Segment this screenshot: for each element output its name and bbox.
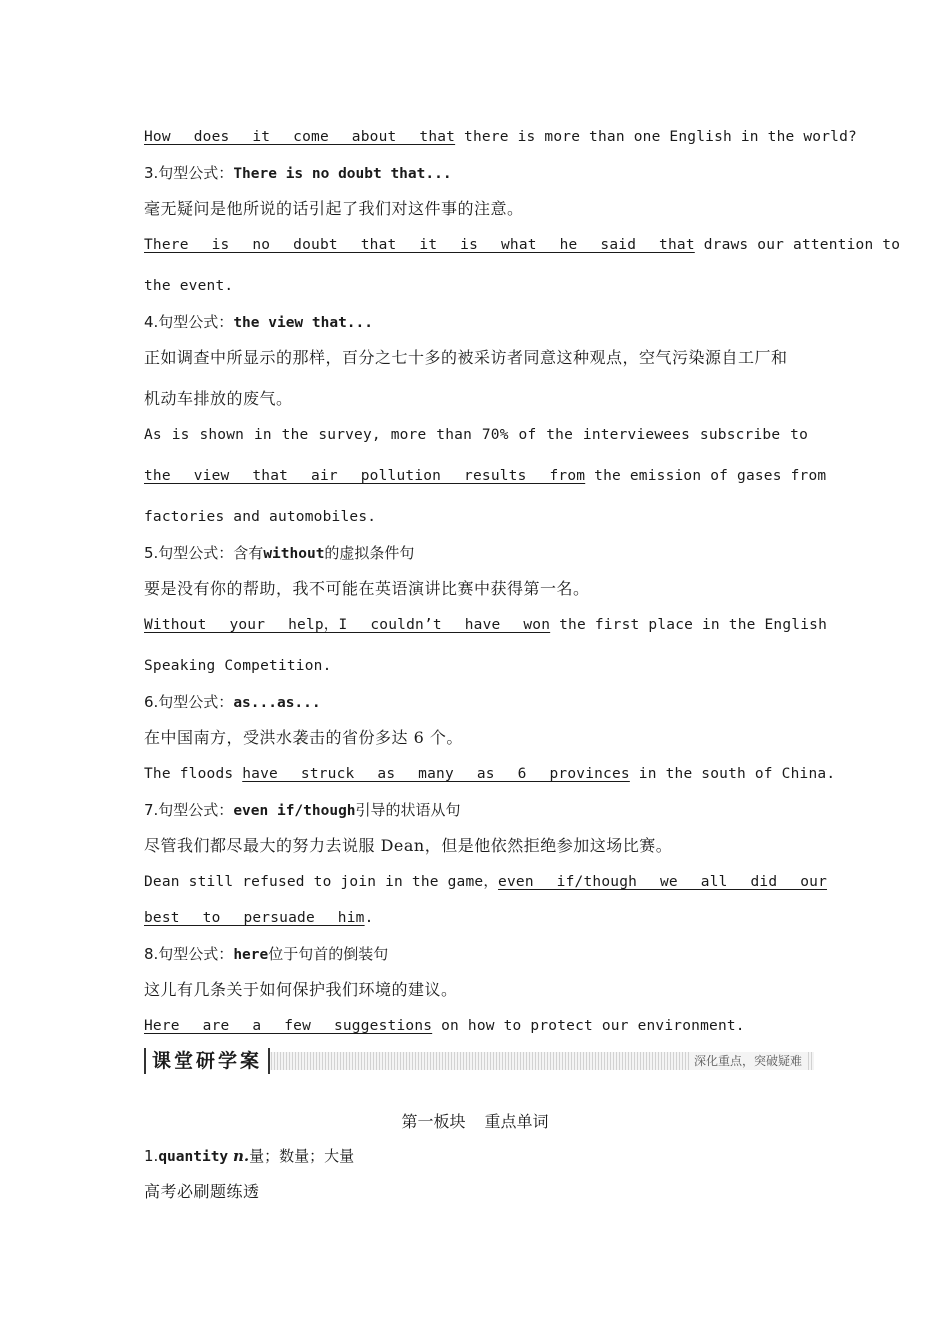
chinese-sentence-3: 毫无疑问是他所说的话引起了我们对这件事的注意。 bbox=[144, 199, 524, 218]
answer-underline: There is no doubt that it is what he said that bbox=[144, 237, 695, 253]
answer-underline: Without your help，I couldn’t have won bbox=[144, 617, 551, 633]
answer-underline: best to persuade him bbox=[144, 910, 365, 926]
example-sentence-7: Dean still refused to join in the game，even if/though we all did our bbox=[144, 874, 827, 890]
answer-underline: Here are a few suggestions bbox=[144, 1018, 433, 1034]
answer-underline: How does it come about that bbox=[144, 129, 456, 145]
chinese-sentence-5: 要是没有你的帮助，我不可能在英语演讲比赛中获得第一名。 bbox=[144, 579, 590, 598]
chinese-sentence-8: 这儿有几条关于如何保护我们环境的建议。 bbox=[144, 980, 458, 999]
example-sentence-5: Without your help，I couldn’t have won the first place in the English bbox=[144, 617, 827, 633]
chinese-sentence-4: 正如调查中所显示的那样，百分之七十多的被采访者同意这种观点，空气污染源自工厂和 bbox=[144, 348, 788, 367]
pattern-heading-8: 8.句型公式：here位于句首的倒装句 bbox=[144, 945, 389, 963]
pattern-heading-5: 5.句型公式：含有without的虚拟条件句 bbox=[144, 544, 415, 562]
section-title: 第一板块 重点单词 bbox=[401, 1112, 549, 1131]
pattern-heading-4: 4.句型公式：the view that... bbox=[144, 313, 373, 331]
chinese-sentence-6: 在中国南方，受洪水袭击的省份多达 6 个。 bbox=[144, 728, 463, 747]
example-sentence-3: There is no doubt that it is what he said that draws our attention to bbox=[144, 237, 901, 253]
example-sentence-4-end: factories and automobiles. bbox=[144, 509, 377, 525]
chinese-sentence-4-cont: 机动车排放的废气。 bbox=[144, 389, 293, 408]
example-sentence-4-cont: the view that air pollution results from the emission of gases from bbox=[144, 468, 827, 484]
chinese-sentence-7: 尽管我们都尽最大的努力去说服 Dean，但是他依然拒绝参加这场比赛。 bbox=[144, 836, 673, 855]
example-sentence-4: As is shown in the survey, more than 70% of the interviewees subscribe to bbox=[144, 427, 808, 443]
example-sentence-5-cont: Speaking Competition. bbox=[144, 658, 332, 674]
example-sentence-2: How does it come about that there is more than one English in the world? bbox=[144, 129, 857, 145]
example-sentence-7-cont: best to persuade him. bbox=[144, 910, 374, 926]
answer-underline: the view that air pollution results from bbox=[144, 468, 586, 484]
banner-subtitle: 深化重点，突破疑难 bbox=[690, 1052, 806, 1070]
vocab-item-1: 1.quantity n.量；数量；大量 bbox=[144, 1147, 355, 1165]
answer-underline: even if/though we all did our bbox=[498, 874, 827, 890]
part-of-speech: n. bbox=[232, 1147, 250, 1165]
section-banner bbox=[144, 1048, 814, 1074]
pattern-heading-7: 7.句型公式：even if/though引导的状语从句 bbox=[144, 801, 461, 819]
example-sentence-8: Here are a few suggestions on how to protect our environment. bbox=[144, 1018, 745, 1034]
example-sentence-6: The floods have struck as many as 6 provinces in the south of China. bbox=[144, 766, 836, 782]
vocab-subheading: 高考必刷题练透 bbox=[144, 1182, 260, 1201]
pattern-heading-6: 6.句型公式：as...as... bbox=[144, 693, 321, 711]
example-sentence-3-cont: the event. bbox=[144, 278, 234, 294]
answer-underline: have struck as many as 6 provinces bbox=[242, 766, 630, 782]
banner-title: 课堂研学案 bbox=[144, 1048, 270, 1074]
pattern-heading-3: 3.句型公式：There is no doubt that... bbox=[144, 164, 452, 182]
